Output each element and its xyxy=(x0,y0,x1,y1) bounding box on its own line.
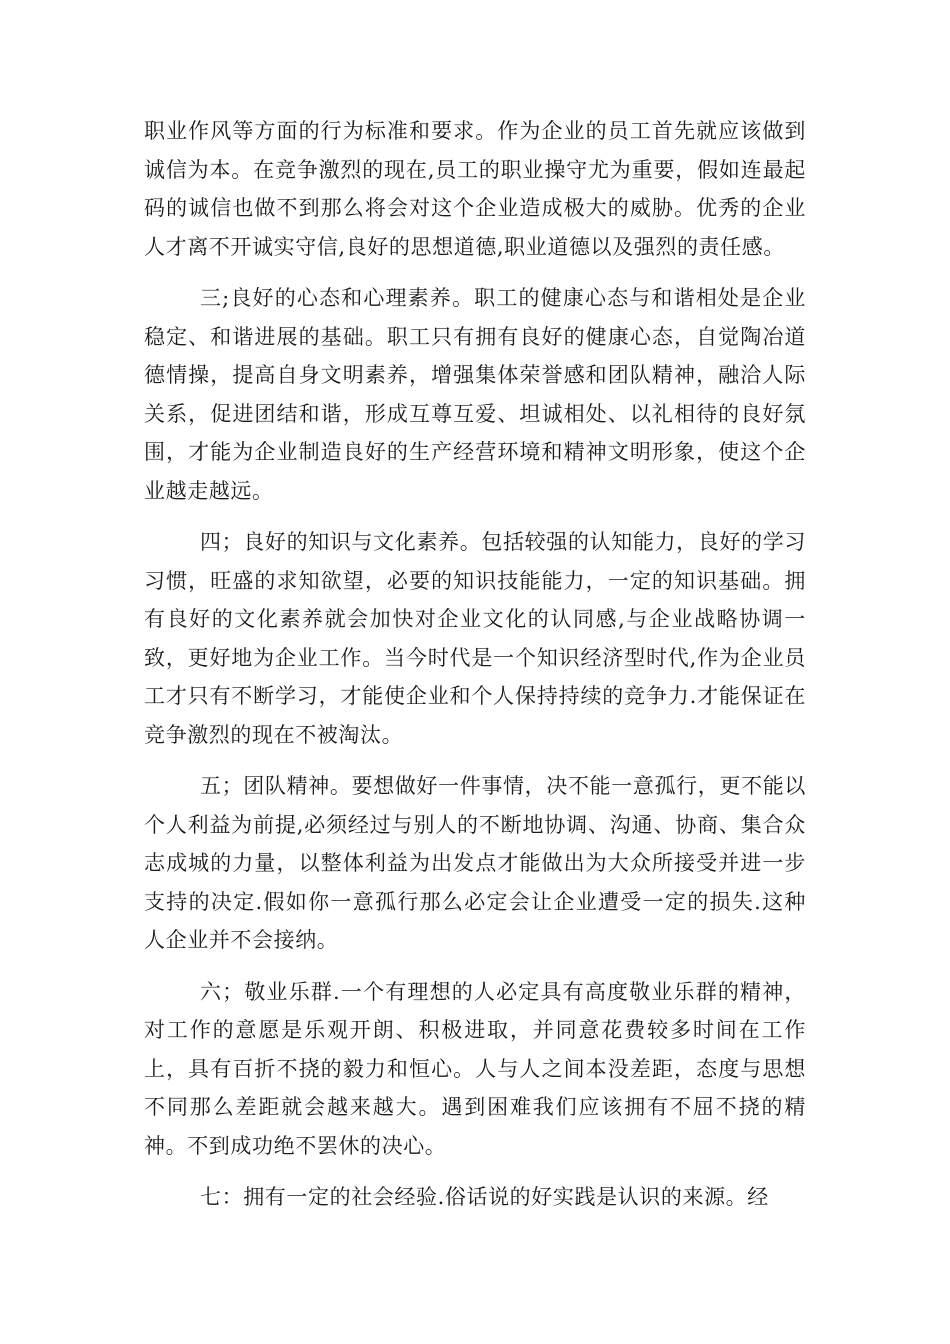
paragraph-mindset: 三;良好的心态和心理素养。职工的健康心态与和谐相处是企业稳定、和谐进展的基础。职工只有拥有良好的健康心态，自觉陶冶道德情操，提高自身文明素养，增强集体荣誉感和团队精神，融洽人际关系，促进团结和谐，形成互尊互爱、坦诚相处、以礼相待的良好氛围，才能为企业制造良好的生产经营环境和精神文明形象，使这个企业越走越远。 xyxy=(144,286,806,503)
document-body xyxy=(144,112,806,1217)
paragraph-knowledge-culture: 四；良好的知识与文化素养。包括较强的认知能力，良好的学习习惯，旺盛的求知欲望，必要的知识技能能力，一定的知识基础。拥有良好的文化素养就会加快对企业文化的认同感,与企业战略协调一致，更好地为企业工作。当今时代是一个知识经济型时代,作为企业员工才只有不断学习，才能使企业和个人保持持续的竞争力.才能保证在竞争激烈的现在不被淘汰。 xyxy=(144,530,806,747)
paragraph-dedication: 六；敬业乐群.一个有理想的人必定具有高度敬业乐群的精神，对工作的意愿是乐观开朗、积极进取，并同意花费较多时间在工作上，具有百折不挠的毅力和恒心。人与人之间本没差距，态度与思想不同那么差距就会越来越大。遇到困难我们应该拥有不屈不挠的精神。不到成功绝不罢休的决心。 xyxy=(144,979,806,1158)
paragraph-integrity-continuation: 职业作风等方面的行为标准和要求。作为企业的员工首先就应该做到诚信为本。在竞争激烈的现在,员工的职业操守尤为重要，假如连最起码的诚信也做不到那么将会对这个企业造成极大的威胁。优秀的企业人才离不开诚实守信,良好的思想道德,职业道德以及强烈的责任感。 xyxy=(144,119,806,259)
paragraph-social-experience: 七：拥有一定的社会经验.俗话说的好实践是认识的来源。经 xyxy=(200,1185,769,1209)
paragraph-team-spirit: 五；团队精神。要想做好一件事情，决不能一意孤行，更不能以个人利益为前提,必须经过与别人的不断地协调、沟通、协商、集合众志成城的力量，以整体利益为出发点才能做出为大众所接受并进一步支持的决定.假如你一意孤行那么必定会让企业遭受一定的损失.这种人企业并不会接纳。 xyxy=(144,774,806,952)
